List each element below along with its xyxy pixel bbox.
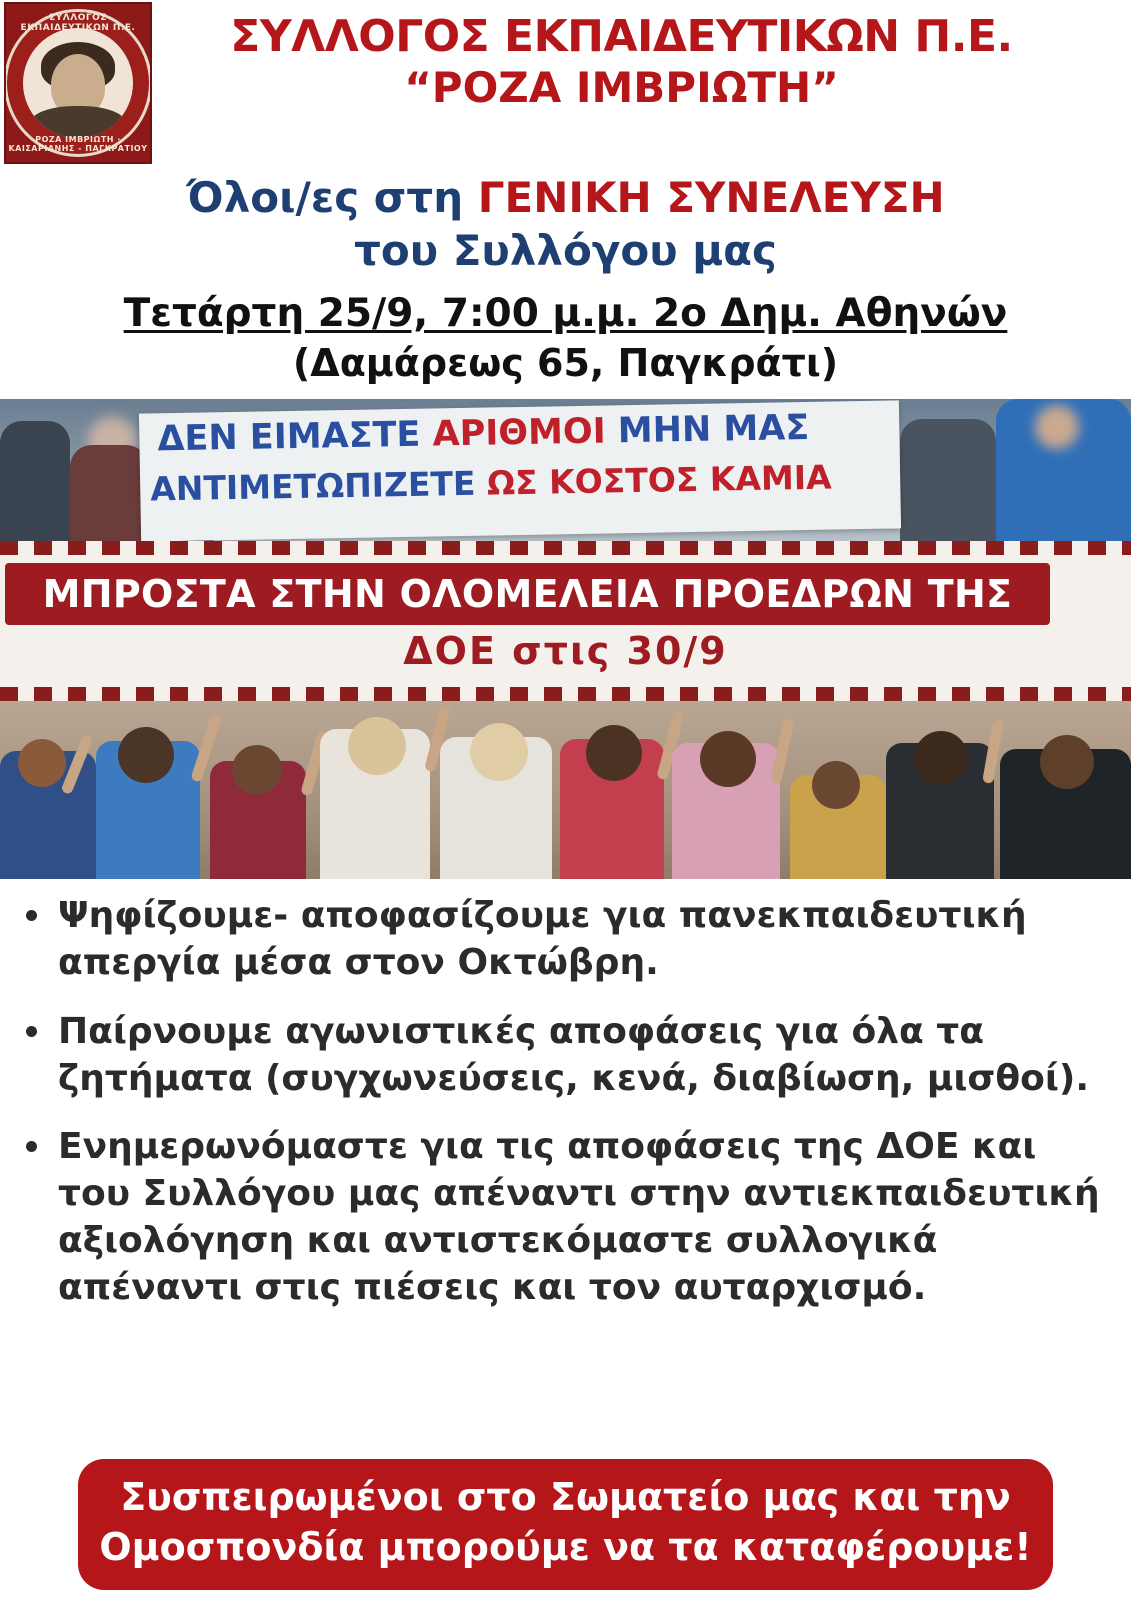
child-head: [1040, 735, 1094, 789]
child-head: [18, 739, 66, 787]
crowd-figure: [0, 421, 70, 541]
child-head: [812, 761, 860, 809]
photo-collage: [0, 399, 1131, 879]
child-head: [700, 731, 756, 787]
event-call-line: [0, 172, 1131, 225]
event-address: (Δαμάρεως 65, Παγκράτι): [292, 340, 839, 385]
organization-subtitle: “ΡΟΖΑ ΙΜΒΡΙΩΤΗ”: [404, 63, 839, 113]
logo-arc-bottom-text: ΡΟΖΑ ΙΜΒΡΙΩΤΗ · ΚΑΙΣΑΡΙΑΝΗΣ - ΠΑΓΚΡΑΤΙΟΥ: [8, 135, 148, 153]
footer-line-2: Ομοσπονδία μπορούμε να τα καταφέρουμε!: [99, 1524, 1032, 1569]
organization-title: ΣΥΛΛΟΓΟΣ ΕΚΠΑΙΔΕΥΤΙΚΩΝ Π.Ε.: [230, 11, 1013, 62]
protest-banner-line-2: [150, 458, 832, 509]
protest-banner-text-c: ΜΗΝ ΜΑΣ: [605, 408, 810, 452]
bullet-list: [0, 893, 1131, 1311]
list-item: Παίρνουμε αγωνιστικές αποφάσεις για όλα τα ζητήματα (συγχωνεύσεις, κενά, διαβίωση, μισθοί).: [58, 1009, 1105, 1103]
protest-banner-text-d: ΑΝΤΙΜΕΤΩΠΙΖΕΤΕ: [149, 463, 488, 509]
child-head: [232, 745, 282, 795]
protest-banner-text-e: ΩΣ ΚΟΣΤΟΣ ΚΑΜΙΑ: [486, 457, 832, 503]
slogan-band: [5, 563, 1050, 625]
event-datetime: Τετάρτη 25/9, 7:00 μ.μ. 2ο Δημ. Αθηνών: [123, 291, 1008, 336]
association-logo: [4, 2, 152, 164]
poster-header: [0, 0, 1131, 168]
logo-arc-top-text: ΣΥΛΛΟΓΟΣ ΕΚΠΑΙΔΕΥΤΙΚΩΝ Π.Ε.: [20, 13, 136, 33]
list-item: Ενημερωνόμαστε για τις αποφάσεις της ΔΟΕ και του Συλλόγου μας απέναντι στην αντιεκπαιδευτική αξιολόγηση και αντιστεκόμαστε συλλογικά απέναντι στις πιέσεις και τον αυταρχισμό.: [58, 1124, 1105, 1311]
crowd-figure: [70, 445, 148, 541]
list-item: Ψηφίζουμε- αποφασίζουμε για πανεκπαιδευτική απεργία μέσα στον Οκτώβρη.: [58, 893, 1105, 987]
event-subhead: [0, 172, 1131, 387]
logo-portrait: [23, 28, 133, 138]
child-head: [586, 725, 642, 781]
slogan-band-text: ΜΠΡΟΣΤΑ ΣΤΗΝ ΟΛΟΜΕΛΕΙΑ ΠΡΟΕΔΡΩΝ ΤΗΣ: [42, 572, 1013, 617]
children-photo: [0, 701, 1131, 879]
footer-line-1: Συσπειρωμένοι στο Σωματείο μας και την: [120, 1475, 1011, 1520]
child-head: [348, 717, 406, 775]
slogan-band-area: [0, 541, 1131, 701]
child-head: [118, 727, 174, 783]
event-call-highlight: ΓΕΝΙΚΗ ΣΥΝΕΛΕΥΣΗ: [477, 173, 945, 222]
child-head: [914, 731, 968, 785]
film-strip-bottom: [0, 687, 1131, 701]
header-titles: [0, 12, 1131, 114]
crowd-figure: [900, 419, 996, 541]
child-head: [470, 723, 528, 781]
footer-call-to-action: [78, 1459, 1053, 1590]
protest-banner-text-b: ΑΡΙΘΜΟΙ: [432, 411, 607, 455]
protest-photo: [0, 399, 1131, 541]
blurred-face: [1035, 405, 1079, 449]
protest-banner-line-1: [157, 408, 810, 459]
protest-banner: [139, 401, 901, 542]
portrait-shoulders: [30, 106, 126, 138]
slogan-band-subtext: ΔΟΕ στις 30/9: [403, 629, 728, 674]
event-call-prefix: Όλοι/ες στη: [186, 173, 478, 222]
film-strip-top: [0, 541, 1131, 555]
protest-banner-text-a: ΔΕΝ ΕΙΜΑΣΤΕ: [157, 414, 433, 460]
event-call-line-2: του Συλλόγου μας: [354, 225, 777, 275]
